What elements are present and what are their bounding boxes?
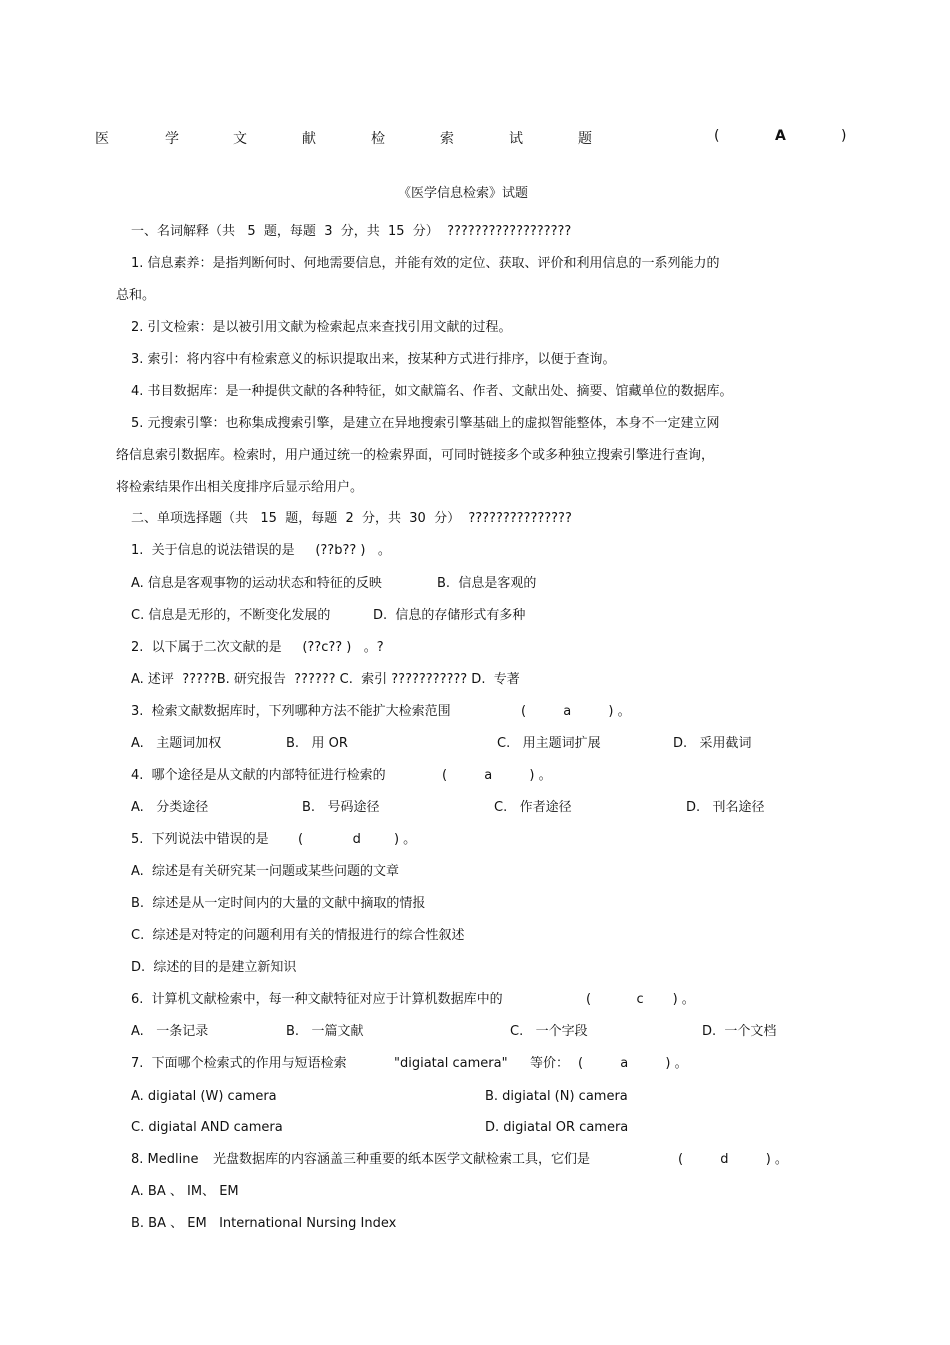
option: C. 信息是无形的，不断变化发展的 (131, 608, 331, 623)
title-char: 医 (95, 131, 109, 147)
question: 7. 下面哪个检索式的作用与短语检索 (131, 1056, 347, 1071)
answer: ( d ) 。 (298, 832, 417, 847)
option: A. 分类途径 (131, 800, 209, 815)
title-char: 索 (440, 131, 454, 147)
definition-item: 4. 书目数据库：是一种提供文献的各种特征，如文献篇名、作者、文献出处、摘要、馆藏单位的数据库。 (131, 384, 733, 399)
question-part: 等价： (530, 1056, 570, 1071)
question: 6. 计算机文献检索中，每一种文献特征对应于计算机数据库中的 (131, 992, 503, 1007)
definition-item-cont: 总和。 (116, 288, 156, 303)
title-char: 检 (371, 131, 385, 147)
title-char: 学 (165, 131, 179, 147)
option: C. 综述是对特定的问题利用有关的情报进行的综合性叙述 (131, 928, 465, 943)
option: D. 一个文档 (702, 1024, 777, 1039)
option: C. 一个字段 (510, 1024, 588, 1039)
option: D. 采用截词 (673, 736, 752, 751)
title-paren-close: ) (841, 128, 847, 144)
question: 2. 以下属于二次文献的是 (??c?? ) 。? (131, 640, 384, 655)
option: D. 信息的存储形式有多种 (373, 608, 526, 623)
option: A. 信息是客观事物的运动状态和特征的反映 (131, 576, 382, 591)
option: B. 综述是从一定时间内的大量的文献中摘取的情报 (131, 896, 426, 911)
title-char: 献 (302, 131, 316, 147)
title-paren-open: ( (714, 128, 720, 144)
answer: ( a ) 。 (521, 704, 631, 719)
question: 3. 检索文献数据库时，下列哪种方法不能扩大检索范围 (131, 704, 451, 719)
definition-item-cont: 将检索结果作出相关度排序后显示给用户。 (116, 480, 364, 495)
option: C. 作者途径 (494, 800, 572, 815)
option: C. digiatal AND camera (131, 1120, 283, 1135)
question: 1. 关于信息的说法错误的是 (??b?? ) 。 (131, 543, 391, 558)
definition-item: 1. 信息素养：是指判断何时、何地需要信息，并能有效的定位、获取、评价和利用信息的一系列能力的 (131, 256, 720, 271)
answer: ( a ) 。 (442, 768, 552, 783)
option: B. 号码途径 (302, 800, 380, 815)
title-version: A (775, 128, 786, 144)
question: 8. Medline (131, 1152, 199, 1167)
option: A. 一条记录 (131, 1024, 209, 1039)
answer: ( c ) 。 (586, 992, 695, 1007)
option: A. 综述是有关研究某一问题或某些问题的文章 (131, 864, 400, 879)
option: A. 主题词加权 (131, 736, 222, 751)
option: A. digiatal (W) camera (131, 1089, 277, 1104)
option: B. digiatal (N) camera (485, 1089, 628, 1104)
section-heading: 一、名词解释（共 5 题，每题 3 分，共 15 分） ?????????????????? (131, 224, 572, 239)
option: B. 信息是客观的 (437, 576, 537, 591)
definition-item-cont: 络信息索引数据库。检索时，用户通过统一的检索界面，可同时链接多个或多种独立搜索引擎进行查询， (116, 448, 715, 463)
answer: ( a ) 。 (578, 1056, 688, 1071)
option-row: A. 述评 ?????B. 研究报告 ?????? C. 索引 ??????????? D. 专著 (131, 672, 520, 687)
option: D. 综述的目的是建立新知识 (131, 960, 297, 975)
title-char: 试 (509, 131, 523, 147)
option: A. BA 、 IM、 EM (131, 1184, 239, 1199)
question: 4. 哪个途径是从文献的内部特征进行检索的 (131, 768, 386, 783)
definition-item: 2. 引文检索：是以被引用文献为检索起点来查找引用文献的过程。 (131, 320, 512, 335)
definition-item: 3. 索引：将内容中有检索意义的标识提取出来，按某种方式进行排序，以便于查询。 (131, 352, 616, 367)
section-heading: 二、单项选择题（共 15 题，每题 2 分，共 30 分） ??????????????? (131, 511, 572, 526)
question-part: 光盘数据库的内容涵盖三种重要的纸本医学文献检索工具，它们是 (213, 1152, 591, 1167)
option: B. BA 、 EM International Nursing Index (131, 1216, 397, 1231)
option: D. digiatal OR camera (485, 1120, 629, 1135)
option: B. 用 OR (286, 736, 348, 751)
option: D. 刊名途径 (686, 800, 765, 815)
answer: ( d ) 。 (678, 1152, 788, 1167)
subtitle: 《医学信息检索》试题 (398, 186, 529, 201)
title-char: 文 (233, 131, 247, 147)
phrase: "digiatal camera" (394, 1056, 508, 1071)
question: 5. 下列说法中错误的是 (131, 832, 269, 847)
definition-item: 5. 元搜索引擎：也称集成搜索引擎，是建立在异地搜索引擎基础上的虚拟智能整体，本身不一定建立网 (131, 416, 720, 431)
option: B. 一篇文献 (286, 1024, 364, 1039)
title-char: 题 (578, 131, 592, 147)
option: C. 用主题词扩展 (497, 736, 601, 751)
